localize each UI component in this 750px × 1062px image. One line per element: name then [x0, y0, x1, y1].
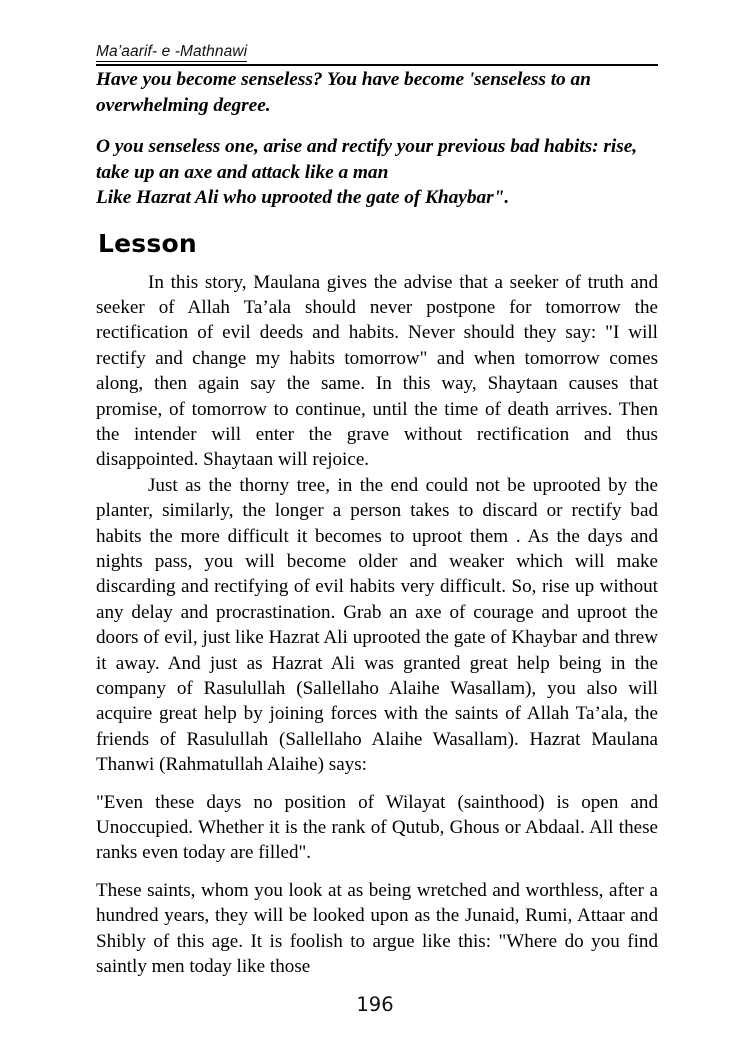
body-paragraph-2: Just as the thorny tree, in the end could not be uprooted by the planter, similarly, the longer a person takes to discard or rectify bad habits the more difficult it becomes to uproot them . As the days and nights pass, you will become older and weaker which will make discarding and rectifying of evil habits very difficult. So, rise up without any delay and procrastination. Grab an axe of courage and uproot the doors of evil, just like Hazrat Ali uprooted the gate of Khaybar and threw it away. And just as Hazrat Ali was granted great help being in the company of Rasulullah (Sallellaho Alaihe Wasallam), you also will acquire great help by joining forces with the saints of Allah Ta’ala, the friends of Rasulullah (Sallellaho Alaihe Wasallam). Hazrat Maulana Thanwi (Rahmatullah Alaihe) says: [96, 474, 658, 776]
verse-line-2: O you senseless one, arise and rectify your previous bad habits: rise, take up an axe and attack like a man [96, 136, 638, 183]
quoted-paragraph-thanwi: "Even these days no position of Wilayat (sainthood) is open and Unoccupied. Whether it is the rank of Qutub, Ghous or Abdaal. All these ranks even today are filled". [96, 791, 658, 864]
verse-line-1: Have you become senseless? You have become 'senseless to an overwhelming degree. [96, 69, 591, 116]
running-header-title: Ma’aarif- e -Mathnawi [96, 44, 247, 62]
body-text-block [96, 270, 658, 980]
section-heading-lesson: Lesson [98, 228, 197, 258]
page-content [96, 63, 658, 979]
body-paragraph-1: In this story, Maulana gives the advise that a seeker of truth and seeker of Allah Ta’ala should never postpone for tomorrow the rectification of evil deeds and habits. Never should they say: "I will rectify and change my habits tomorrow" and when tomorrow comes along, then again say the same. In this way, Shaytaan causes that promise, of tomorrow to continue, until the time of death arrives. Then the intender will enter the grave without rectification and thus disappointed. Shaytaan will rejoice. [96, 271, 658, 471]
verse-line-3: Like Hazrat Ali who uprooted the gate of Khaybar". [96, 187, 510, 208]
page-number: 196 [356, 993, 394, 1016]
body-paragraph-4: These saints, whom you look at as being wretched and worthless, after a hundred years, they will be looked upon as the Junaid, Rumi, Attaar and Shibly of this age. It is foolish to argue like this: "Where do you find saintly men today like those [96, 879, 658, 978]
